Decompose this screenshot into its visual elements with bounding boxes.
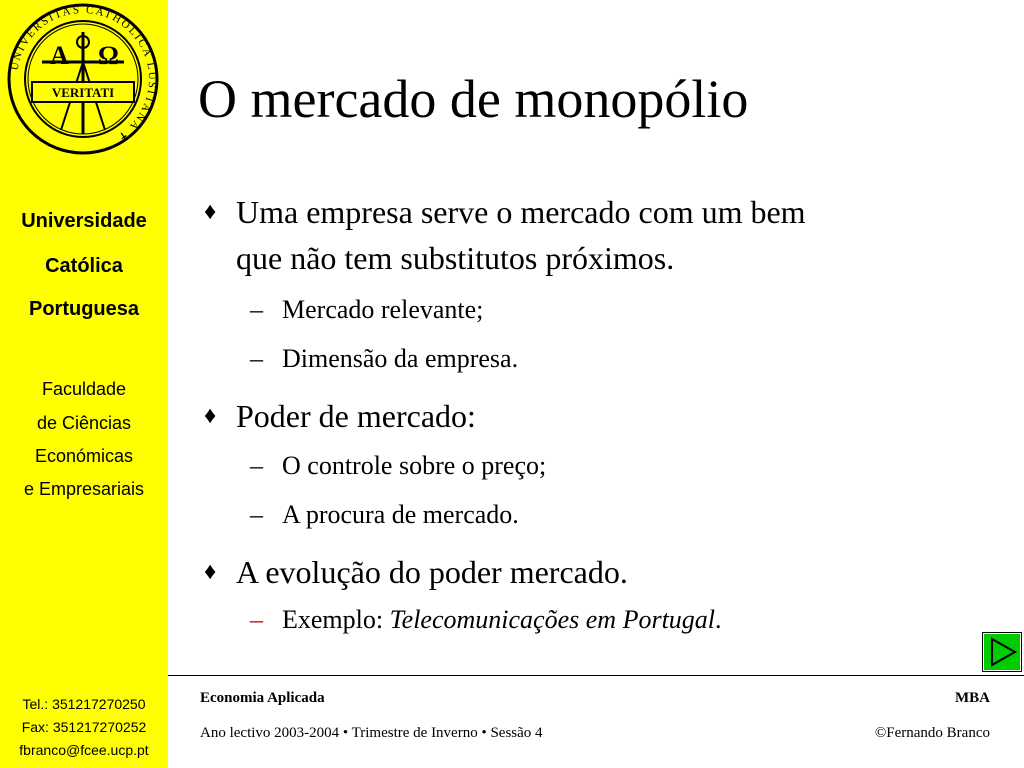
svg-text:UNIVERSITAS CATHOLICA LUSITANA: UNIVERSITAS CATHOLICA LUSITANA ✝ xyxy=(8,3,159,145)
sub-dash: – xyxy=(250,344,263,373)
bullet-1-line-2: que não tem substitutos próximos. xyxy=(236,240,675,276)
footer-divider xyxy=(168,675,1024,676)
diamond-bullet-icon: ♦ xyxy=(204,403,217,429)
slide-title: O mercado de monopólio xyxy=(198,69,749,129)
contact-email[interactable]: fbranco@fcee.ucp.pt xyxy=(19,742,149,758)
sub-dash: – xyxy=(250,295,263,324)
university-name-line-1: Universidade xyxy=(21,210,147,232)
sub-dash: – xyxy=(250,500,263,529)
sub-item-2-text: Dimensão da empresa. xyxy=(282,344,519,373)
sub-item-3-text: O controle sobre o preço; xyxy=(282,451,547,480)
sidebar xyxy=(0,0,168,768)
svg-text:Ω: Ω xyxy=(98,41,119,70)
contact-fax: Fax: 351217270252 xyxy=(21,719,147,735)
bullet-1-line-1: Uma empresa serve o mercado com um bem xyxy=(236,194,806,230)
faculty-line-2: de Ciências xyxy=(36,413,132,433)
example-prefix: Exemplo: xyxy=(282,605,390,634)
example-italic: Telecomunicações em Portugal xyxy=(389,605,716,634)
svg-text:VERITATI: VERITATI xyxy=(51,85,115,100)
university-name-line-2: Católica xyxy=(45,255,123,277)
sub-item-4-text: A procura de mercado. xyxy=(282,500,519,529)
footer-program: MBA xyxy=(955,690,990,706)
bullet-3-text: A evolução do poder mercado. xyxy=(236,554,628,590)
svg-text:A: A xyxy=(50,41,69,70)
example-text xyxy=(282,605,722,635)
diamond-bullet-icon: ♦ xyxy=(204,559,217,585)
faculty-line-4: e Empresariais xyxy=(23,479,145,499)
sub-item-1-text: Mercado relevante; xyxy=(282,295,484,324)
contact-phone: Tel.: 351217270250 xyxy=(22,696,146,712)
university-name-line-3: Portuguesa xyxy=(28,298,140,320)
footer-course: Economia Aplicada xyxy=(200,690,325,706)
faculty-line-3: Económicas xyxy=(34,446,134,466)
sub-dash: – xyxy=(250,451,263,480)
sub-dash-red: – xyxy=(250,605,263,634)
footer-session: Ano lectivo 2003-2004 • Trimestre de Inverno • Sessão 4 xyxy=(200,725,543,741)
diamond-bullet-icon: ♦ xyxy=(204,199,217,225)
faculty-line-1: Faculdade xyxy=(41,379,127,399)
footer-author: ©Fernando Branco xyxy=(874,725,990,741)
next-slide-button[interactable] xyxy=(982,632,1022,672)
university-seal-logo xyxy=(6,2,160,156)
example-suffix: . xyxy=(715,605,722,634)
play-next-icon xyxy=(983,633,1021,671)
bullet-2-text: Poder de mercado: xyxy=(236,398,476,434)
